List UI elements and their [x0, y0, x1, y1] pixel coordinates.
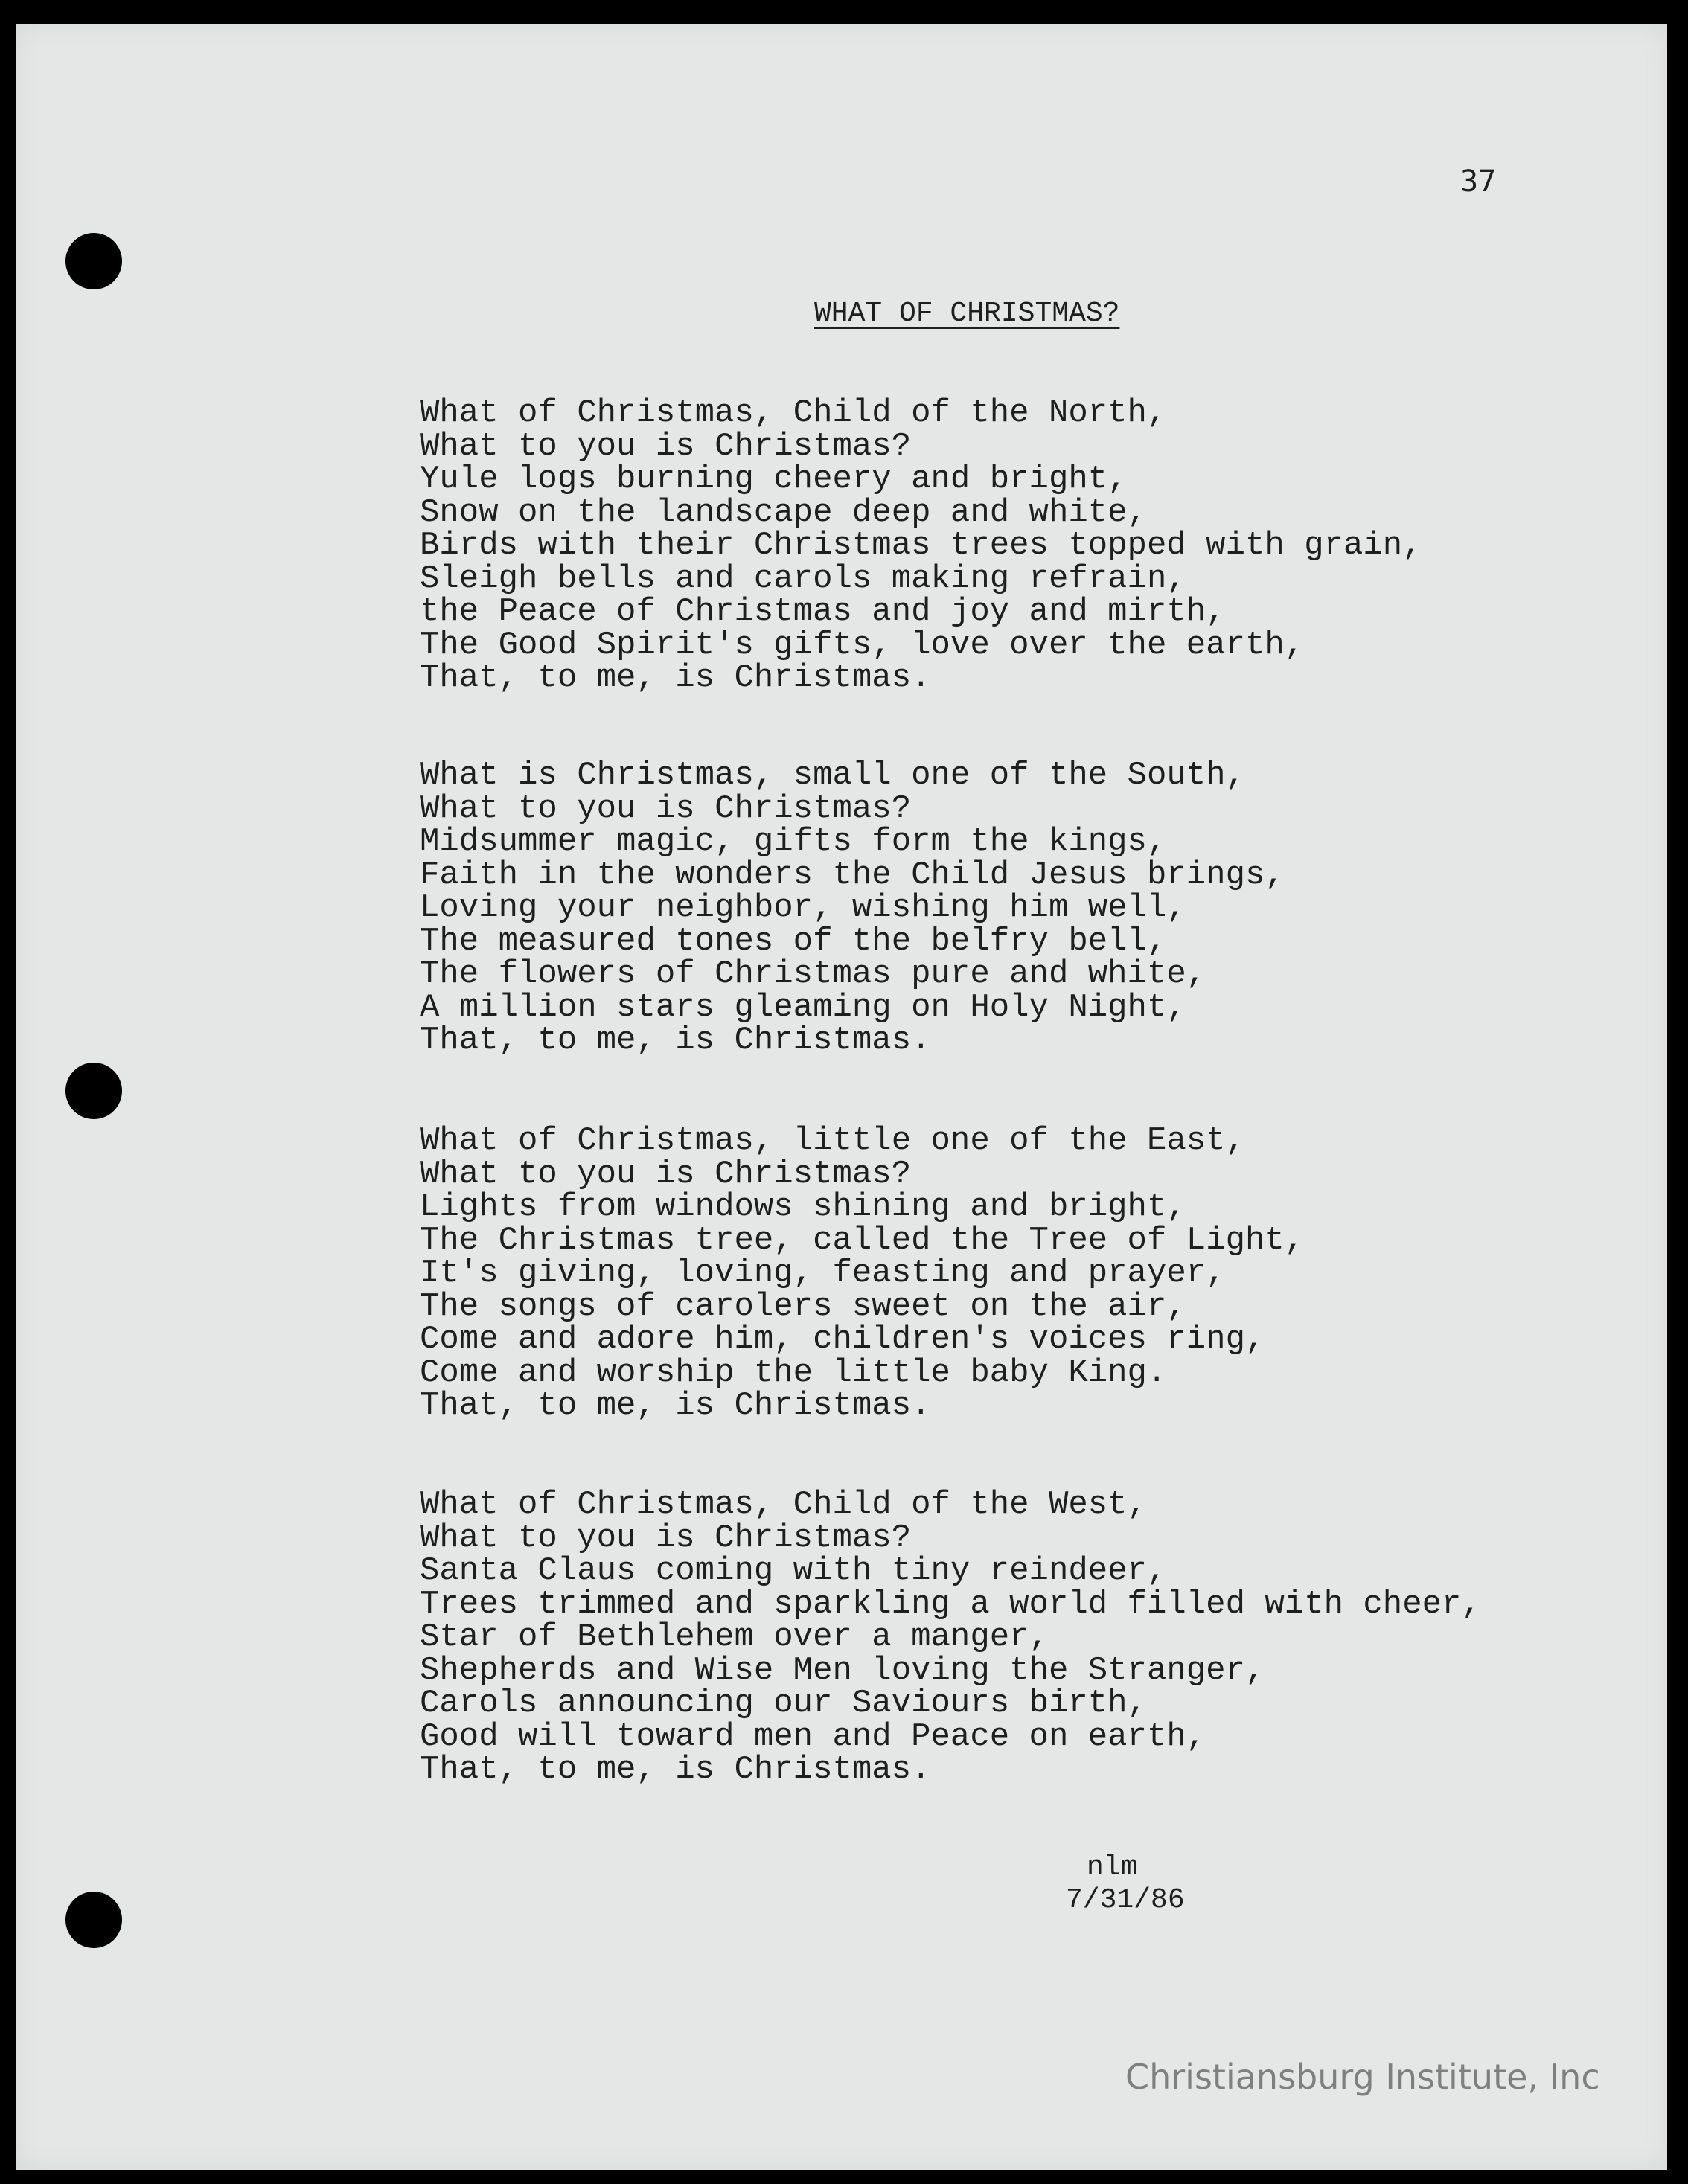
poem-line: A million stars gleaming on Holy Night, [420, 988, 1186, 1026]
poem-line: Come and adore him, children's voices ring, [420, 1321, 1265, 1358]
poem-line: That, to me, is Christmas. [420, 1751, 931, 1788]
stanza-north [420, 394, 1422, 696]
paper-sheet [16, 24, 1667, 2170]
poem-line: Santa Claus coming with tiny reindeer, [420, 1552, 1167, 1589]
poem-line: What to you is Christmas? [420, 1155, 912, 1193]
poem-title: WHAT OF CHRISTMAS? [814, 298, 1120, 330]
poem-line: It's giving, loving, feasting and prayer, [420, 1255, 1226, 1292]
punch-hole-middle [65, 1063, 122, 1119]
stanza-west [420, 1488, 1481, 1787]
poem-line: Lights from windows shining and bright, [420, 1188, 1186, 1226]
poem-line: Star of Bethlehem over a manger, [420, 1618, 1049, 1656]
poem-line: Faith in the wonders the Child Jesus brings, [420, 856, 1285, 894]
punch-hole-bottom [65, 1892, 122, 1948]
poem-line: Shepherds and Wise Men loving the Stranger, [420, 1651, 1265, 1689]
poem-line: Birds with their Christmas trees topped with grain, [420, 527, 1422, 564]
punch-hole-top [65, 233, 122, 289]
poem-line: The Good Spirit's gifts, love over the earth, [420, 626, 1305, 664]
poem-line: Come and worship the little baby King. [420, 1354, 1167, 1392]
poem-line: The measured tones of the belfry bell, [420, 922, 1167, 960]
poem-line: Trees trimmed and sparkling a world filled with cheer, [420, 1585, 1481, 1623]
poem-line: The Christmas tree, called the Tree of Light, [420, 1221, 1305, 1259]
poem-line: What of Christmas, little one of the East, [420, 1122, 1245, 1159]
poem-line: The songs of carolers sweet on the air, [420, 1287, 1186, 1325]
poem-line: That, to me, is Christmas. [420, 659, 931, 696]
poem-line: Good will toward men and Peace on earth, [420, 1717, 1206, 1755]
poem-line: What to you is Christmas? [420, 427, 912, 465]
page-number: 37 [1460, 164, 1497, 199]
poem-line: What of Christmas, Child of the North, [420, 394, 1167, 432]
stanza-south [420, 759, 1285, 1057]
signature-initials: nlm [1087, 1851, 1138, 1883]
poem-line: What of Christmas, Child of the West, [420, 1486, 1147, 1523]
poem-line: That, to me, is Christmas. [420, 1387, 931, 1424]
signature-date: 7/31/86 [1066, 1884, 1185, 1916]
poem-line: That, to me, is Christmas. [420, 1022, 931, 1059]
poem-line: Snow on the landscape deep and white, [420, 493, 1147, 531]
poem-line: Carols announcing our Saviours birth, [420, 1685, 1147, 1722]
poem-line: What is Christmas, small one of the South, [420, 757, 1245, 794]
poem-line: the Peace of Christmas and joy and mirth, [420, 593, 1226, 630]
poem-line: What to you is Christmas? [420, 1519, 912, 1557]
poem-line: Loving your neighbor, wishing him well, [420, 889, 1186, 926]
poem-line: Midsummer magic, gifts form the kings, [420, 823, 1167, 860]
stanza-east [420, 1124, 1304, 1423]
poem-line: Yule logs burning cheery and bright, [420, 461, 1128, 498]
watermark: Christiansburg Institute, Inc [1125, 2057, 1600, 2097]
poem-line: The flowers of Christmas pure and white, [420, 955, 1206, 993]
poem-line: Sleigh bells and carols making refrain, [420, 560, 1186, 598]
poem-line: What to you is Christmas? [420, 790, 912, 827]
